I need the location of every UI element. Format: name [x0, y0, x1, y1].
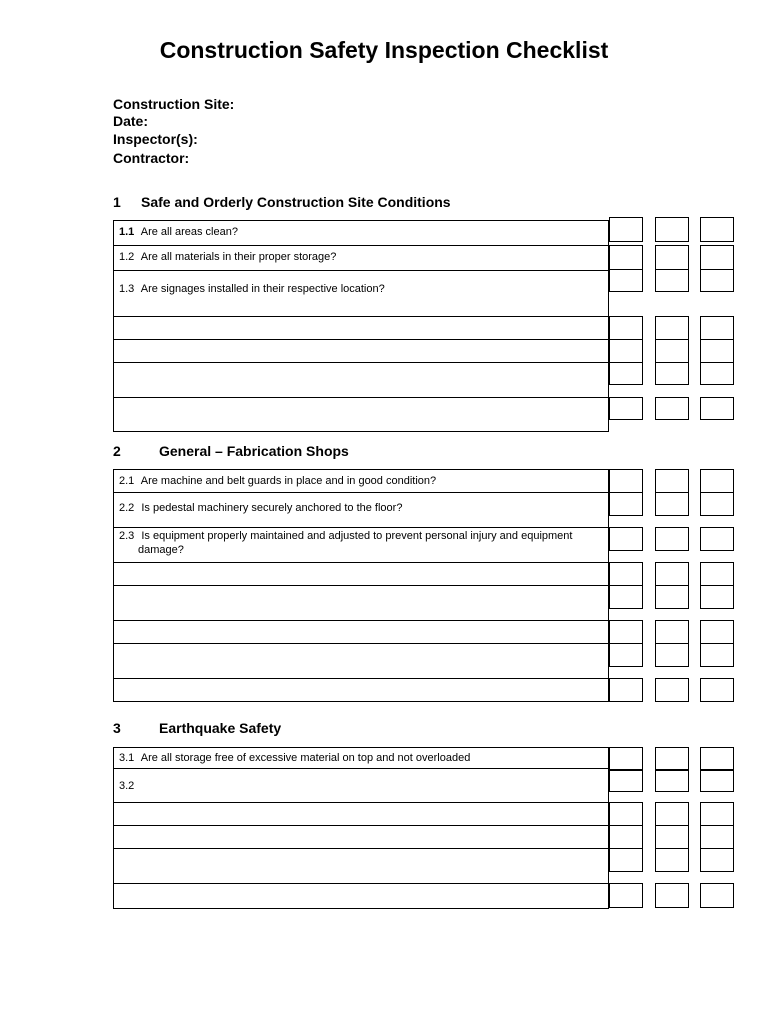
- checkbox[interactable]: [655, 883, 689, 908]
- checklist-row-blank[interactable]: [113, 678, 609, 702]
- checkbox[interactable]: [609, 469, 643, 493]
- checkbox[interactable]: [700, 269, 734, 292]
- item-number: 2.3: [119, 530, 135, 542]
- checkbox[interactable]: [609, 643, 643, 667]
- checkbox[interactable]: [655, 245, 689, 270]
- checklist-row-blank[interactable]: [113, 802, 609, 826]
- checkbox[interactable]: [609, 678, 643, 702]
- checklist-row-blank[interactable]: [113, 643, 609, 679]
- checkbox[interactable]: [609, 217, 643, 242]
- checklist-row-blank[interactable]: [113, 562, 609, 586]
- checkbox[interactable]: [655, 269, 689, 292]
- checklist-row-blank[interactable]: [113, 362, 609, 398]
- checklist-row-2-1: [113, 469, 609, 493]
- checkbox[interactable]: [700, 848, 734, 872]
- checklist-row-3-1: [113, 747, 609, 769]
- checkbox[interactable]: [700, 245, 734, 270]
- checkbox[interactable]: [609, 362, 643, 385]
- section-3-number: 3: [113, 720, 121, 736]
- item-number: 3.2: [119, 780, 135, 792]
- checkbox[interactable]: [609, 770, 643, 792]
- checkbox[interactable]: [609, 527, 643, 551]
- item-question: Are machine and belt guards in place and in good condition?: [140, 475, 437, 487]
- checkbox[interactable]: [609, 492, 643, 516]
- section-2-title: General – Fabrication Shops: [159, 443, 349, 459]
- checkbox[interactable]: [655, 492, 689, 516]
- checkbox[interactable]: [655, 585, 689, 609]
- checkbox[interactable]: [655, 825, 689, 849]
- date-label: Date:: [113, 113, 149, 129]
- item-question-continued: damage?: [138, 544, 184, 556]
- checkbox[interactable]: [700, 770, 734, 792]
- checkbox[interactable]: [609, 339, 643, 363]
- checkbox[interactable]: [609, 747, 643, 770]
- item-question: Is equipment properly maintained and adjusted to prevent personal injury and equipment: [141, 530, 573, 542]
- checklist-row-3-2: [113, 768, 609, 803]
- item-number: 1.2: [119, 251, 135, 263]
- checkbox[interactable]: [655, 527, 689, 551]
- section-1-title: Safe and Orderly Construction Site Conditions: [141, 194, 451, 210]
- item-question: Are all storage free of excessive material on top and not overloaded: [140, 752, 471, 764]
- item-question: Is pedestal machinery securely anchored to the floor?: [141, 502, 403, 514]
- checklist-row-blank[interactable]: [113, 316, 609, 340]
- checkbox[interactable]: [655, 770, 689, 792]
- checkbox[interactable]: [609, 825, 643, 849]
- checkbox[interactable]: [700, 316, 734, 340]
- checklist-row-1-1: [113, 220, 609, 246]
- checkbox[interactable]: [609, 269, 643, 292]
- checkbox[interactable]: [700, 643, 734, 667]
- checkbox[interactable]: [700, 825, 734, 849]
- item-number: 1.3: [119, 283, 135, 295]
- checklist-row-blank[interactable]: [113, 620, 609, 644]
- checkbox[interactable]: [655, 802, 689, 826]
- checkbox[interactable]: [700, 802, 734, 826]
- checkbox[interactable]: [609, 316, 643, 340]
- checkbox[interactable]: [655, 217, 689, 242]
- checkbox[interactable]: [655, 469, 689, 493]
- checkbox[interactable]: [655, 643, 689, 667]
- checklist-row-blank[interactable]: [113, 825, 609, 849]
- section-1-number: 1: [113, 194, 121, 210]
- item-question: Are signages installed in their respective location?: [140, 283, 385, 295]
- checkbox[interactable]: [700, 362, 734, 385]
- checkbox[interactable]: [700, 620, 734, 644]
- checkbox[interactable]: [700, 469, 734, 493]
- checkbox[interactable]: [609, 245, 643, 270]
- checkbox[interactable]: [700, 678, 734, 702]
- checkbox[interactable]: [700, 585, 734, 609]
- checklist-row-blank[interactable]: [113, 585, 609, 621]
- checkbox[interactable]: [609, 802, 643, 826]
- item-number: 2.2: [119, 502, 135, 514]
- checklist-row-blank[interactable]: [113, 397, 609, 432]
- checkbox[interactable]: [700, 492, 734, 516]
- checkbox[interactable]: [655, 562, 689, 586]
- checkbox[interactable]: [655, 316, 689, 340]
- section-3-title: Earthquake Safety: [159, 720, 282, 736]
- item-number: 1.1: [119, 226, 135, 238]
- item-question: Are all areas clean?: [140, 226, 238, 238]
- checkbox[interactable]: [700, 397, 734, 420]
- checklist-row-2-2: [113, 492, 609, 528]
- section-2-number: 2: [113, 443, 121, 459]
- checkbox[interactable]: [609, 883, 643, 908]
- checkbox[interactable]: [655, 678, 689, 702]
- checkbox[interactable]: [609, 848, 643, 872]
- item-number: 3.1: [119, 752, 135, 764]
- checkbox[interactable]: [609, 620, 643, 644]
- checkbox[interactable]: [655, 397, 689, 420]
- item-number: 2.1: [119, 475, 135, 487]
- inspectors-label: Inspector(s):: [113, 131, 198, 147]
- checkbox[interactable]: [655, 362, 689, 385]
- checkbox[interactable]: [655, 339, 689, 363]
- construction-site-label: Construction Site:: [113, 96, 235, 112]
- checklist-row-blank[interactable]: [113, 339, 609, 363]
- checkbox[interactable]: [609, 562, 643, 586]
- contractor-label: Contractor:: [113, 150, 190, 166]
- checkbox[interactable]: [655, 620, 689, 644]
- page-title: Construction Safety Inspection Checklist: [159, 37, 609, 63]
- checkbox[interactable]: [700, 339, 734, 363]
- checkbox[interactable]: [700, 883, 734, 908]
- checkbox[interactable]: [700, 747, 734, 770]
- checklist-row-2-3: [113, 527, 609, 563]
- checkbox[interactable]: [700, 217, 734, 242]
- checkbox[interactable]: [655, 848, 689, 872]
- checkbox[interactable]: [655, 747, 689, 770]
- checkbox[interactable]: [700, 527, 734, 551]
- checklist-row-1-3: [113, 270, 609, 317]
- checkbox[interactable]: [609, 585, 643, 609]
- checklist-row-1-2: [113, 245, 609, 271]
- checkbox[interactable]: [700, 562, 734, 586]
- checkbox[interactable]: [609, 397, 643, 420]
- checklist-row-blank[interactable]: [113, 883, 609, 909]
- item-question: Are all materials in their proper storage?: [140, 251, 337, 263]
- checklist-row-blank[interactable]: [113, 848, 609, 884]
